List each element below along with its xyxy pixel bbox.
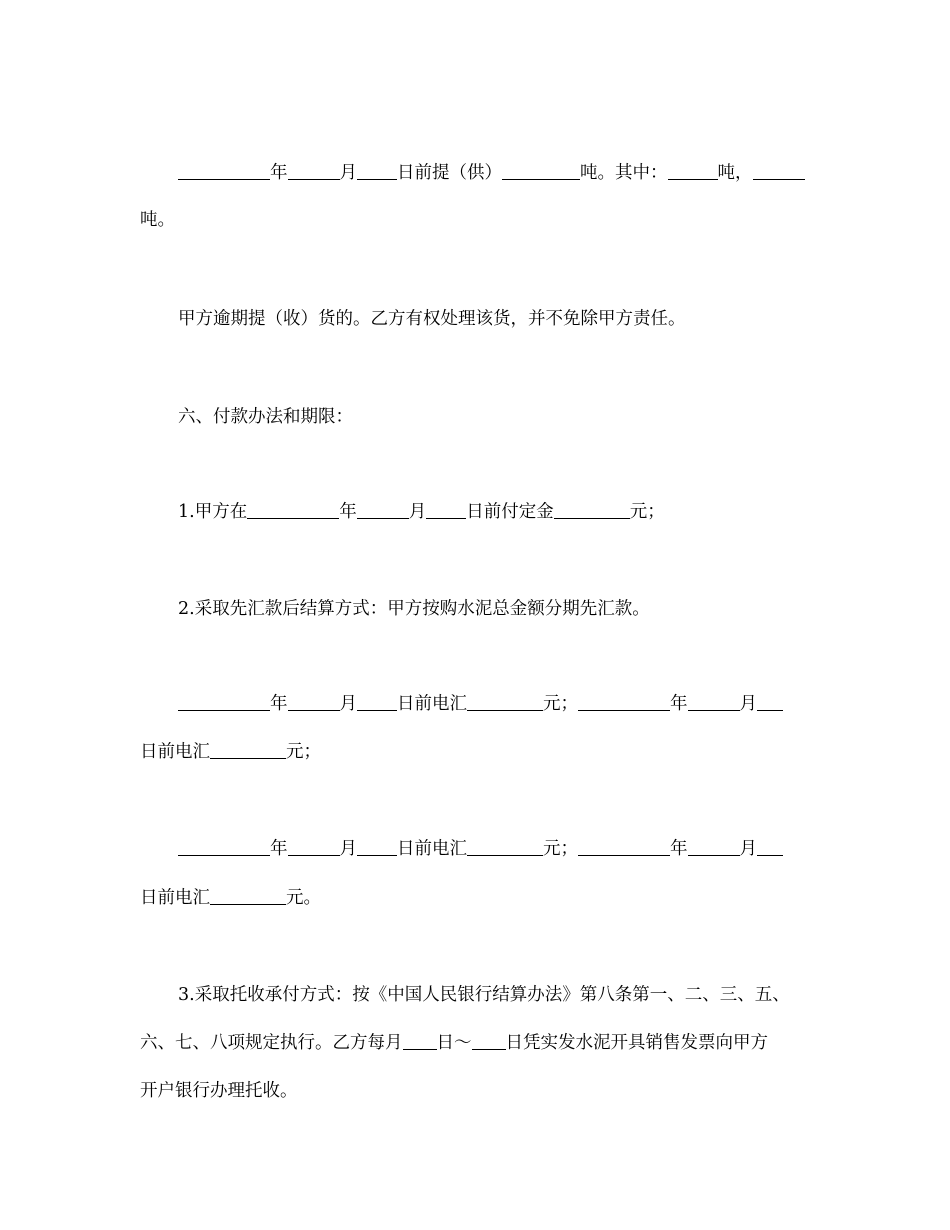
day-blank[interactable] [426, 501, 466, 519]
month-blank[interactable] [688, 838, 740, 856]
amount-blank[interactable] [467, 838, 543, 856]
month-blank[interactable] [357, 501, 409, 519]
day-blank[interactable] [357, 693, 397, 711]
tonnage-blank[interactable] [668, 162, 718, 180]
month-blank[interactable] [288, 838, 340, 856]
month-blank[interactable] [288, 693, 340, 711]
tonnage-blank[interactable] [502, 162, 580, 180]
amount-blank[interactable] [210, 887, 286, 905]
year-blank[interactable] [578, 693, 670, 711]
collection-clause-cont-2: 开户银行办理托收。 [140, 1081, 298, 1101]
tonnage-blank[interactable] [753, 162, 805, 180]
delivery-schedule-line-cont: 吨。 [140, 210, 175, 230]
amount-blank[interactable] [210, 741, 286, 759]
section-title-payment: 六、付款办法和期限： [178, 407, 353, 427]
year-blank[interactable] [178, 838, 270, 856]
month-blank[interactable] [688, 693, 740, 711]
wire-schedule-line-1-cont: 日前电汇 元； [140, 742, 321, 762]
day-blank[interactable] [403, 1032, 437, 1050]
delivery-schedule-line: 年 月 日前提（供） 吨。其中： 吨， [140, 161, 858, 185]
day-blank[interactable] [757, 838, 783, 856]
day-blank[interactable] [357, 838, 397, 856]
overdue-pickup-clause: 甲方逾期提（收）货的。乙方有权处理该货，并不免除甲方责任。 [178, 309, 686, 329]
year-blank[interactable] [578, 838, 670, 856]
year-blank[interactable] [247, 501, 339, 519]
amount-blank[interactable] [554, 501, 630, 519]
deposit-clause: 1.甲方在 年 月 日前付定金 元； [178, 502, 665, 522]
day-blank[interactable] [757, 693, 783, 711]
wire-schedule-line-2-cont: 日前电汇 元。 [140, 888, 321, 908]
collection-clause: 3.采取托收承付方式：按《中国人民银行结算办法》第八条第一、二、三、五、 [178, 985, 790, 1005]
wire-schedule-line-1: 年 月 日前电汇 元； 年 月 [140, 692, 858, 716]
wire-schedule-line-2: 年 月 日前电汇 元； 年 月 [140, 837, 858, 861]
year-blank[interactable] [178, 693, 270, 711]
collection-clause-cont-1: 六、七、八项规定执行。乙方每月 日～ 日凭实发水泥开具销售发票向甲方 [140, 1033, 768, 1053]
month-blank[interactable] [288, 162, 340, 180]
day-blank[interactable] [357, 162, 397, 180]
amount-blank[interactable] [467, 693, 543, 711]
year-blank[interactable] [178, 162, 270, 180]
day-blank[interactable] [472, 1032, 506, 1050]
prepayment-clause: 2.采取先汇款后结算方式：甲方按购水泥总金额分期先汇款。 [178, 599, 650, 619]
